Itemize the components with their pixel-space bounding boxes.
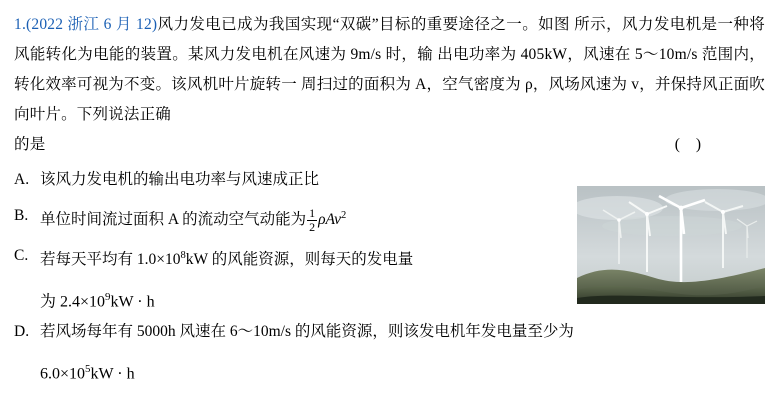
option-b-fraction	[307, 207, 317, 233]
question-number: 1.	[14, 16, 27, 33]
option-c-exponent-2: 9	[105, 291, 111, 304]
option-c-text-mid: kW 的风能资源，则每天的发电量	[185, 251, 414, 269]
question-stem	[14, 10, 765, 160]
option-b-exponent: 2	[341, 210, 347, 221]
wind-turbine-illustration	[577, 186, 765, 304]
option-d-exponent: 5	[85, 362, 91, 375]
stem-line-4: 周扫过的面积为 A，空气密度为 ρ，风场风速为 v，并保持风正面吹向叶片。下列说法正确	[14, 76, 765, 123]
option-c-line2-post: kW · h	[110, 293, 155, 311]
option-a-label: A.	[14, 171, 30, 188]
option-a[interactable]	[14, 166, 586, 194]
option-d-line2-pre: 6.0×10	[40, 364, 86, 382]
stem-line-5: 的是	[14, 136, 46, 153]
options-list	[14, 166, 586, 389]
wind-turbine-photo	[577, 186, 765, 304]
option-d-line1	[14, 318, 586, 346]
stem-line-1: 风力发电已成为我国实现“双碳”目标的重要途径之一。如图	[157, 16, 570, 33]
stem-line-3: 出电功率为 405kW，风速在 5～10m/s 范围内，转化效率可视为不变。该风机叶片旋转一	[14, 46, 765, 93]
fraction-denominator: 2	[309, 219, 316, 234]
answer-bracket: ( )	[674, 136, 707, 153]
option-d-label: D.	[14, 322, 30, 340]
option-d-line2	[40, 354, 586, 389]
option-c-line2	[40, 282, 586, 317]
option-c-text-pre: 若每天平均有 1.0×10	[40, 251, 181, 269]
stem-last-line	[14, 130, 765, 160]
option-a-text: 该风力发电机的输出电功率与风速成正比	[40, 171, 320, 188]
option-b-text-pre: 单位时间流过面积 A 的流动空气动能为	[40, 211, 307, 229]
option-b-label: B.	[14, 207, 29, 224]
option-c[interactable]	[14, 242, 586, 317]
option-b-text	[40, 202, 586, 234]
option-d-text-pre: 若风场每年有 5000h 风速在 6～10m/s 的风能资源，则该发电机年发电量至少为	[40, 322, 574, 340]
option-d[interactable]	[14, 318, 586, 389]
option-d-line2-post: kW · h	[90, 364, 135, 382]
option-c-label: C.	[14, 247, 29, 265]
option-c-exponent-1: 8	[180, 250, 186, 262]
option-c-line1	[14, 242, 586, 274]
option-b[interactable]	[14, 202, 586, 234]
stem-line-2: 所示，风力发电机是一种将风能转化为电能的装置。某风力发电机在风速为 9m/s 时，输	[14, 16, 765, 63]
fraction-numerator: 1	[309, 206, 316, 221]
question-source: (2022 浙江 6 月 12)	[26, 16, 158, 33]
option-b-av: Av	[325, 211, 342, 229]
option-b-rho: ρ	[318, 211, 326, 229]
option-c-line2-pre: 为 2.4×10	[40, 293, 106, 311]
